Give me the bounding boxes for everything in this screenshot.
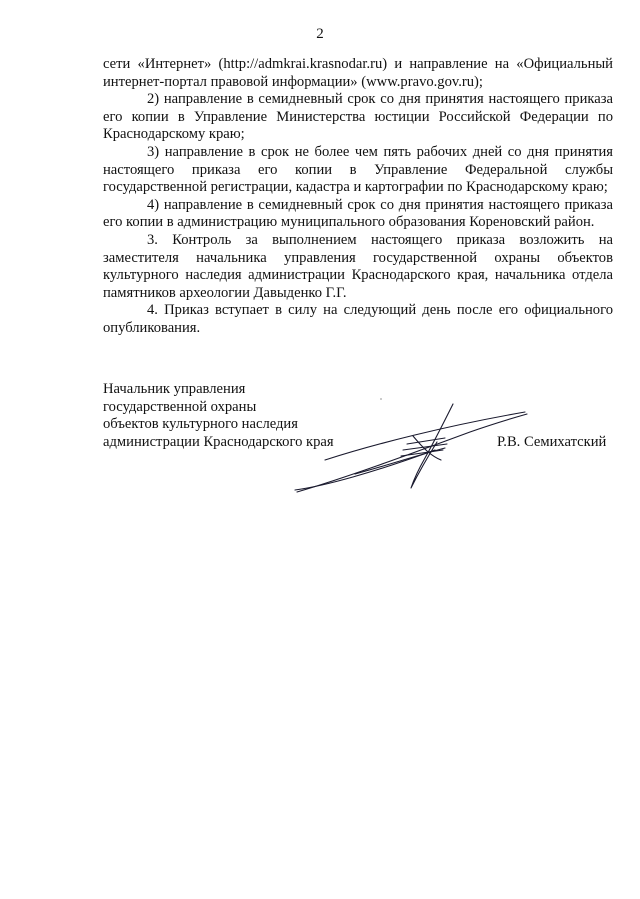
- position-line: Начальник управления: [103, 381, 246, 397]
- paragraph-item-2: 2) направление в семидневный срок со дня принятия настоящего приказа его копии в Управление Министерства юстиции Российской Федерации по Краснодарскому краю;: [103, 91, 613, 143]
- page-number: 2: [316, 26, 324, 42]
- paragraph-item-4: 4) направление в семидневный срок со дня принятия настоящего приказа его копии в администрацию муниципального образования Кореновский район.: [103, 196, 613, 231]
- document-body: [103, 56, 613, 338]
- paragraph-continuation: сети «Интернет» (http://admkrai.krasnodar.ru) и направление на «Официальный интернет-портал правовой информации» (www.pravo.gov.ru);: [103, 56, 613, 90]
- paragraph-clause-3: 3. Контроль за выполнением настоящего приказа возложить на заместителя начальника управления государственной охраны объектов культурного наследия администрации Краснодарского края, начальника отдела памятников археологии Давыденко Г.Г.: [103, 231, 613, 301]
- position-line: администрации Краснодарского края: [103, 433, 334, 450]
- signer-name: Р.В. Семихатский: [497, 434, 607, 450]
- paragraph-clause-4: 4. Приказ вступает в силу на следующий день после его официального опубликования.: [103, 302, 613, 336]
- position-line: объектов культурного наследия: [103, 416, 298, 433]
- paragraph-item-3: 3) направление в срок не более чем пять рабочих дней со дня принятия настоящего приказа его копии в Управление Федеральной службы государственной регистрации, кадастра и картографии по Краснодарскому краю;: [103, 143, 613, 196]
- position-line: государственной охраны: [103, 398, 257, 415]
